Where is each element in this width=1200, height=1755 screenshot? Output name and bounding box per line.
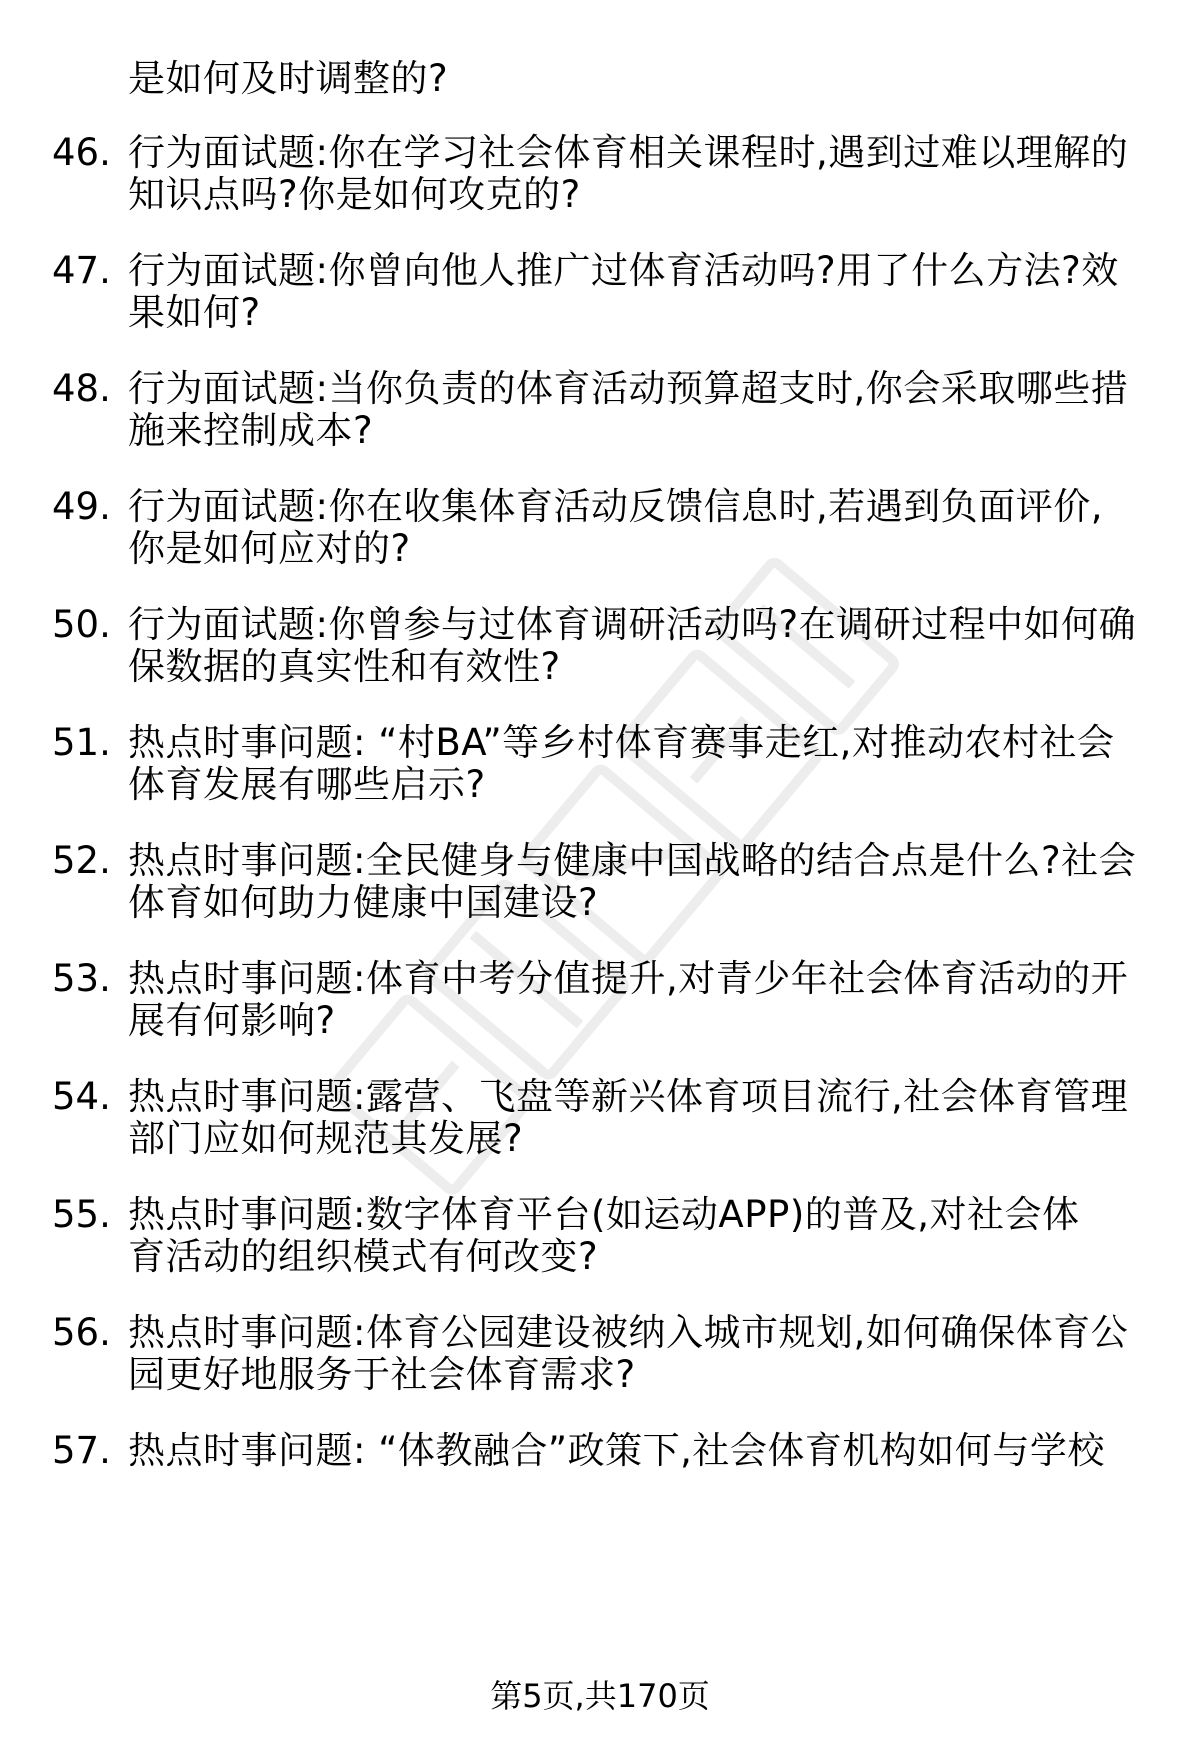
item-number: 47. <box>52 249 111 292</box>
item-line: 行为面试题:你曾参与过体育调研活动吗?在调研过程中如何确 <box>128 603 1137 646</box>
item-line: 展有何影响? <box>128 999 336 1042</box>
item-line: 部门应如何规范其发展? <box>128 1117 524 1160</box>
item-line: 热点时事问题:露营、飞盘等新兴体育项目流行,社会体育管理 <box>128 1075 1129 1118</box>
item-number: 49. <box>52 485 111 528</box>
item-line: 园更好地服务于社会体育需求? <box>128 1353 636 1396</box>
item-number: 53. <box>52 957 111 1000</box>
item-line: 体育如何助力健康中国建设? <box>128 881 599 924</box>
item-line: 体育发展有哪些启示? <box>128 763 486 806</box>
item-number: 57. <box>52 1429 111 1472</box>
item-line: 行为面试题:你在收集体育活动反馈信息时,若遇到负面评价, <box>128 485 1103 528</box>
item-line: 保数据的真实性和有效性? <box>128 645 561 688</box>
item-line: 热点时事问题: “村BA”等乡村体育赛事走红,对推动农村社会 <box>128 721 1115 764</box>
item-line: 育活动的组织模式有何改变? <box>128 1235 599 1278</box>
item-number: 46. <box>52 131 111 174</box>
item-number: 51. <box>52 721 111 764</box>
item-number: 50. <box>52 603 111 646</box>
page-footer: 第5页,共170页 <box>490 1677 710 1715</box>
item-line: 行为面试题:你曾向他人推广过体育活动吗?用了什么方法?效 <box>128 249 1119 292</box>
item-line: 行为面试题:你在学习社会体育相关课程时,遇到过难以理解的 <box>128 131 1129 174</box>
item-line: 热点时事问题:数字体育平台(如运动APP)的普及,对社会体 <box>128 1193 1080 1236</box>
item-number: 56. <box>52 1311 111 1354</box>
item-number: 54. <box>52 1075 111 1118</box>
item-line: 热点时事问题: “体教融合”政策下,社会体育机构如何与学校 <box>128 1429 1105 1472</box>
item-line: 果如何? <box>128 291 261 334</box>
item-line: 热点时事问题:体育中考分值提升,对青少年社会体育活动的开 <box>128 957 1129 1000</box>
item-line: 你是如何应对的? <box>128 527 411 570</box>
item-line: 行为面试题:当你负责的体育活动预算超支时,你会采取哪些措 <box>128 367 1129 410</box>
continuation-text: 是如何及时调整的? <box>128 57 449 100</box>
item-number: 55. <box>52 1193 111 1236</box>
item-number: 48. <box>52 367 111 410</box>
item-line: 施来控制成本? <box>128 409 374 452</box>
item-number: 52. <box>52 839 111 882</box>
item-line: 热点时事问题:全民健身与健康中国战略的结合点是什么?社会 <box>128 839 1137 882</box>
item-line: 热点时事问题:体育公园建设被纳入城市规划,如何确保体育公 <box>128 1311 1129 1354</box>
item-line: 知识点吗?你是如何攻克的? <box>128 173 581 216</box>
